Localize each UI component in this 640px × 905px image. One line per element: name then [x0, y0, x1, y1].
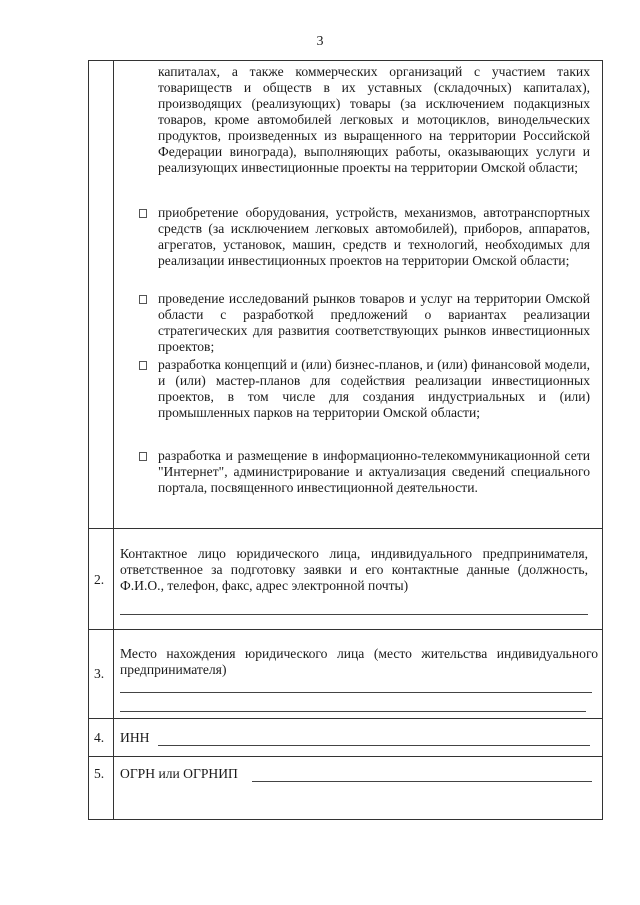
- contact-person-field[interactable]: [120, 614, 588, 615]
- contact-person-label: Контактное лицо юридического лица, индивидуального предпринимателя, ответственное за подготовку заявки и его контактные данные (должность, Ф.И.О., телефон, факс, адрес электронной почты): [120, 546, 588, 593]
- checkbox-icon: [139, 452, 147, 461]
- ogrn-field[interactable]: [252, 781, 592, 782]
- table-border-top: [88, 60, 603, 61]
- row-number: 5.: [94, 766, 105, 781]
- row-number: 3.: [94, 666, 105, 681]
- table-border-left: [88, 60, 89, 820]
- row-number: 2.: [94, 572, 105, 587]
- row-divider: [88, 756, 603, 757]
- location-field-line1[interactable]: [120, 692, 592, 693]
- checkbox-icon: [139, 295, 147, 304]
- bullet-item: проведение исследований рынков товаров и услуг на территории Омской области с разработкой предложений о вариантах реализации стратегических для развития соответствующих рынков инвестиционных проектов;: [158, 291, 590, 354]
- row1-intro-text: капиталах, а также коммерческих организаций с участием таких товариществ и обществ в их уставных (складочных) капиталах), производящих (реализующих) товары (за исключением подакцизных товаров, кроме автомобилей легковых и мотоциклов, винодельческих продуктов, произведенных из выращенного на территории Российской Федерации винограда), выполняющих работы, оказывающих услуги и реализующих инвестиционные проекты на территории Омской области;: [158, 64, 590, 175]
- bullet-item: приобретение оборудования, устройств, механизмов, автотранспортных средств (за исключением легковых автомобилей), приборов, аппаратов, агрегатов, установок, машин, средств и технологий, необходимых для реализации инвестиционных проектов на территории Омской области;: [158, 205, 590, 268]
- table-border-bottom: [88, 819, 603, 820]
- page-number: 3: [316, 34, 324, 49]
- row-number: 4.: [94, 730, 105, 745]
- inn-field[interactable]: [158, 745, 590, 746]
- row-divider: [88, 528, 603, 529]
- row-divider: [88, 718, 603, 719]
- bullet-item: разработка и размещение в информационно-телекоммуникационной сети "Интернет", администрирование и актуализация сведений специального портала, посвященного инвестиционной деятельности.: [158, 448, 590, 495]
- ogrn-label: ОГРН или ОГРНИП: [120, 766, 238, 781]
- inn-label: ИНН: [120, 730, 150, 745]
- checkbox-icon: [139, 361, 147, 370]
- table-border-right: [602, 60, 603, 820]
- checkbox-icon: [139, 209, 147, 218]
- location-field-line2[interactable]: [120, 711, 586, 712]
- location-label: Место нахождения юридического лица (место жительства индивидуального предпринимателя): [120, 646, 598, 677]
- table-column-divider: [113, 60, 114, 820]
- row-divider: [88, 629, 603, 630]
- bullet-item: разработка концепций и (или) бизнес-планов, и (или) финансовой модели, и (или) мастер-планов для содействия реализации инвестиционных проектов, в том числе для создания индустриальных и (или) промышленных парков на территории Омской области;: [158, 357, 590, 420]
